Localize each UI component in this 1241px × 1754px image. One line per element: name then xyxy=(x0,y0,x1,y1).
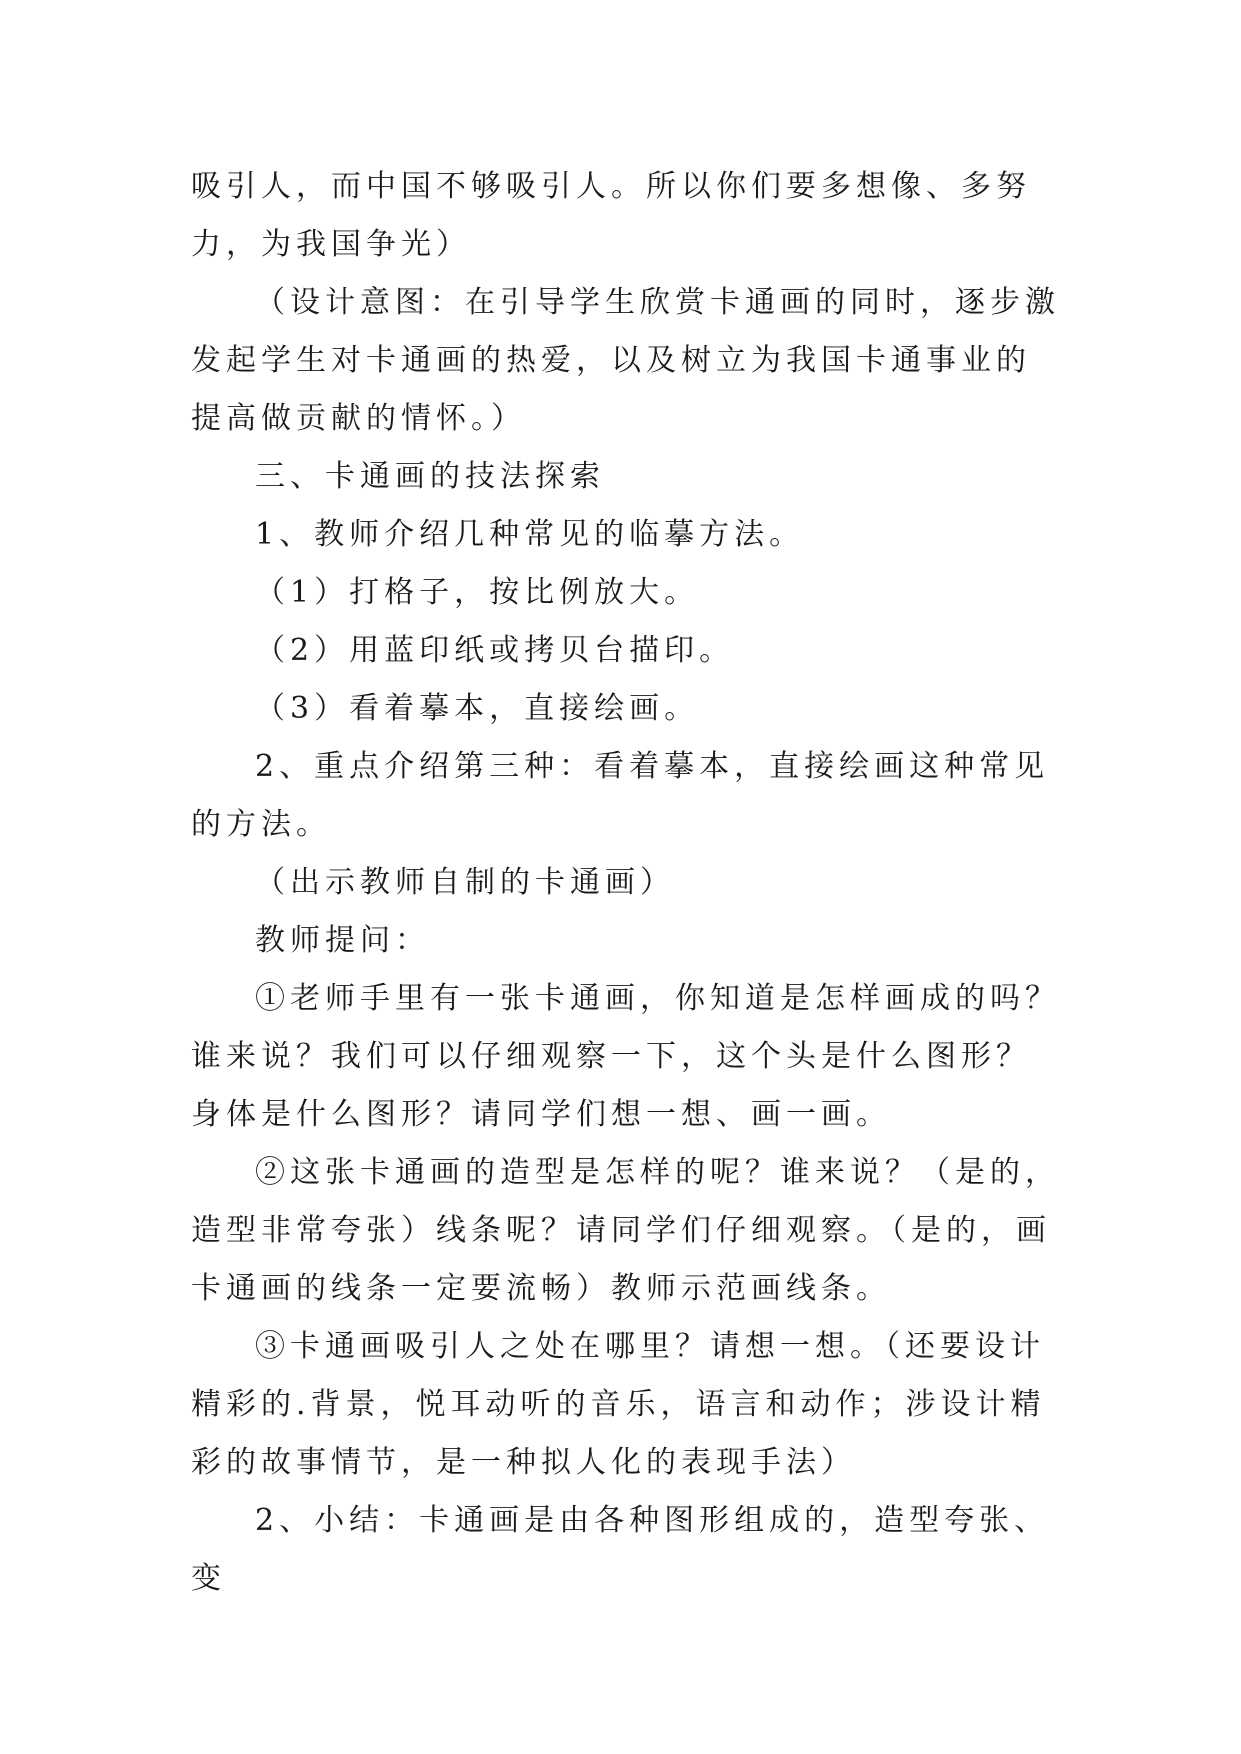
paragraph-8: 2、重点介绍第三种：看着摹本，直接绘画这种常见的方法。 xyxy=(191,749,1050,842)
section-heading: 三、卡通画的技法探索 xyxy=(255,459,605,494)
list-item-1: （1）打格子，按比例放大。 xyxy=(255,575,700,610)
list-item-3: （3）看着摹本，直接绘画。 xyxy=(255,691,700,726)
document-body xyxy=(191,158,1061,1608)
paragraph-2: （设计意图：在引导学生欣赏卡通画的同时，逐步激发起学生对卡通画的热爱，以及树立为我国卡通事业的提高做贡献的情怀。） xyxy=(191,285,1060,436)
paragraph-10: 教师提问： xyxy=(255,923,430,958)
summary-paragraph: 2、小结：卡通画是由各种图形组成的，造型夸张、变 xyxy=(191,1503,1050,1596)
question-2: ②这张卡通画的造型是怎样的呢？谁来说？（是的，造型非常夸张）线条呢？请同学们仔细观察。（是的，画卡通画的线条一定要流畅）教师示范画线条。 xyxy=(191,1155,1060,1306)
paragraph-9: （出示教师自制的卡通画） xyxy=(255,865,675,900)
question-1: ①老师手里有一张卡通画，你知道是怎样画成的吗？谁来说？我们可以仔细观察一下，这个头是什么图形？身体是什么图形？请同学们想一想、画一画。 xyxy=(191,981,1060,1132)
paragraph-1: 吸引人，而中国不够吸引人。所以你们要多想像、多努力，为我国争光） xyxy=(191,169,1031,262)
question-3: ③卡通画吸引人之处在哪里？请想一想。（还要设计精彩的.背景，悦耳动听的音乐，语言和动作；涉设计精彩的故事情节，是一种拟人化的表现手法） xyxy=(191,1329,1046,1480)
list-item-2: （2）用蓝印纸或拷贝台描印。 xyxy=(255,633,735,668)
paragraph-4: 1、教师介绍几种常见的临摹方法。 xyxy=(255,517,805,552)
